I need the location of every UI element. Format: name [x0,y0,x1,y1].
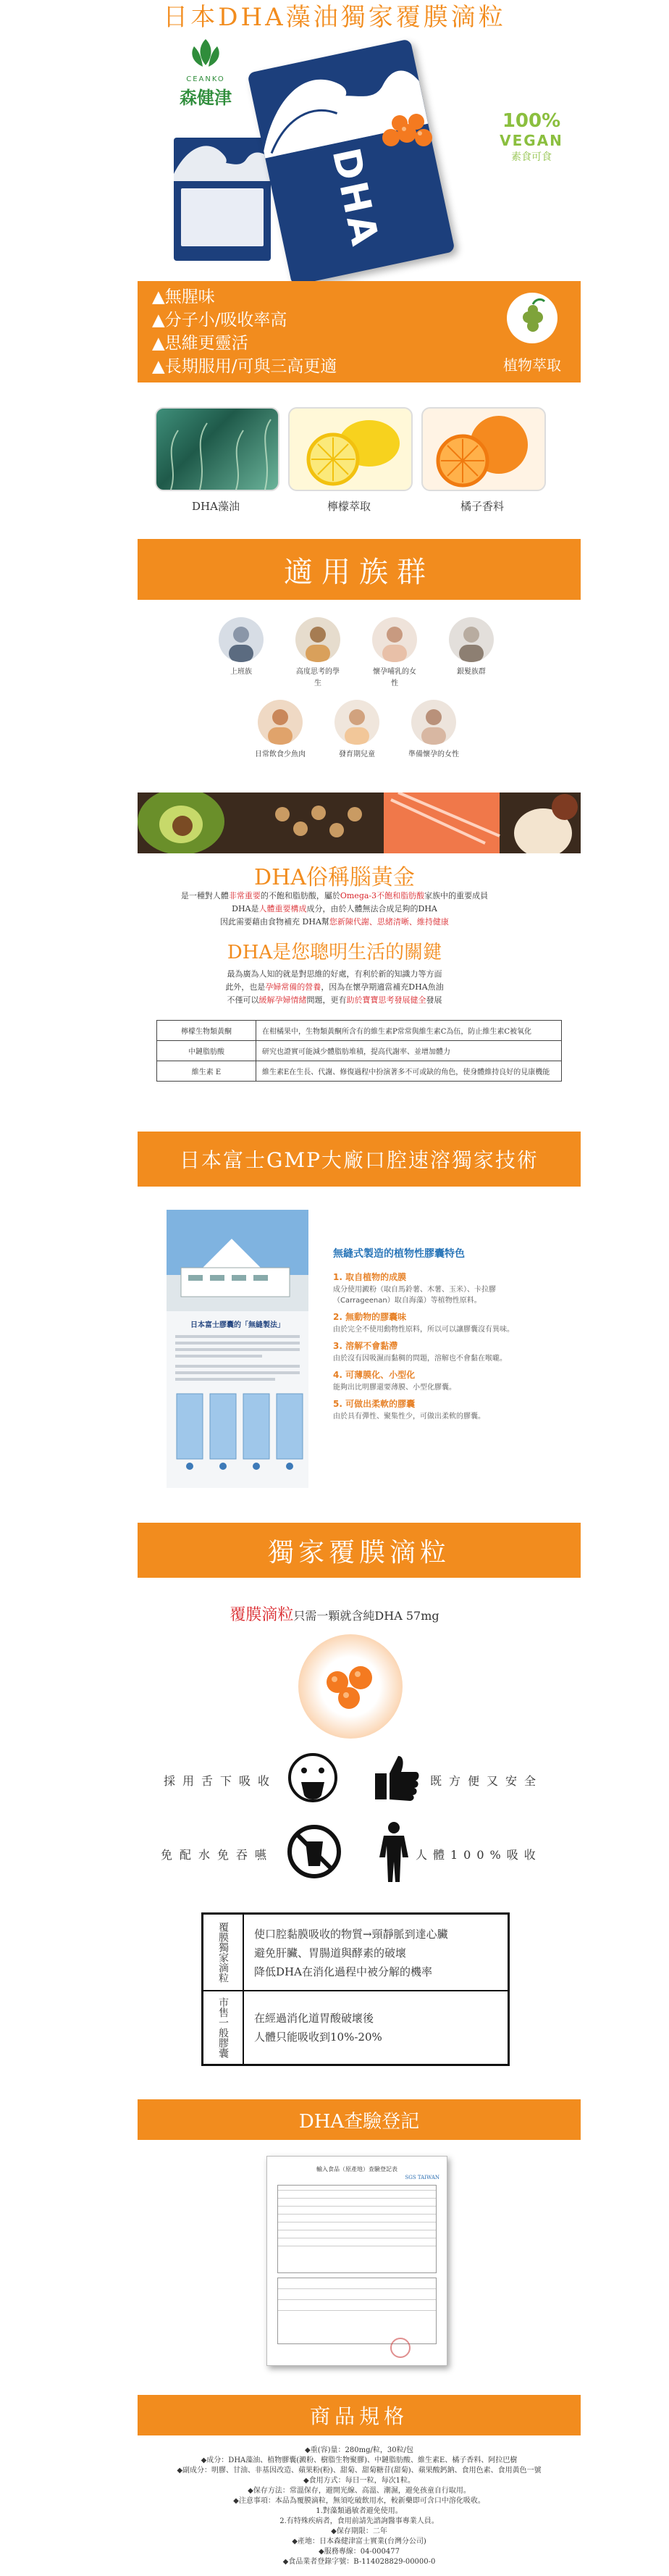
factory-photo-icon [167,1210,308,1311]
spec-line: ◆重(容)量：280mg/粒，30粒/包 [305,2446,413,2454]
highlight-text: 您新陳代謝、思緒清晰、維持健康 [329,917,449,927]
softgel-drops [376,109,442,152]
ingredient-image-orange [421,407,546,491]
spec-title-bar [138,2395,581,2435]
pregnant-icon [411,700,456,745]
text-span: 發展 [426,995,442,1005]
text-line: 最為廣為人知的就是對思維的好處，有利於新的知識力等方面 [227,969,442,979]
gmp-feature-body: 由於沒有因吸濕而黏稠的問題，溶解也不會黏在喉嚨。 [333,1355,507,1363]
brand-en: CEANKO [186,75,225,83]
comparison-line: 避免肝臟、胃腸道與酵素的破壞 [254,1946,407,1960]
leaf-icon [165,36,246,72]
elder-icon [449,617,494,662]
vegan-cn: 素食可食 [511,151,552,163]
table-cell-desc: 研究也證實可能減少體脂肪堆積，提高代謝率、並增加體力 [256,1041,562,1061]
highlight-text: 助於寶寶思考發展健全 [346,995,426,1005]
gmp-photo-panel [167,1210,308,1488]
drop-title-bar [138,1523,581,1578]
comparison-line: 使口腔黏膜吸收的物質→頸靜脈到達心臟 [254,1928,448,1941]
highlight-text: 非常重要 [228,891,261,900]
table-cell-desc: 在柑橘果中，生物類黃酮所含有的維生素P常常與維生素C為伍，防止維生素C被氧化 [256,1021,562,1041]
spec-line: ◆保存期限：二年 [331,2527,387,2535]
report-doc-table [277,2185,437,2273]
feature-item: ▲長期服用/可與三高更適 [152,357,337,376]
package-back-label [181,188,264,246]
comparison-label-cell [203,1991,244,2064]
gmp-feature-item [333,1368,536,1392]
brain-gold-heading-2: DHA是您聰明生活的關鍵 [227,942,442,963]
person-icon [219,617,264,662]
vegan-pct: 100% [502,110,561,132]
spec-line: ◆產地：日本森健津富士實業(台灣分公司) [292,2538,426,2546]
audience-avatar [449,617,494,662]
package-front [247,38,455,285]
drop-subtitle [0,1602,669,1625]
gmp-photo-text-lines [175,1335,300,1381]
table-cell-desc: 維生素E在生長、代謝、修復過程中扮演著多不可或缺的角色，使身體維持良好的見康機能 [256,1061,562,1082]
gmp-title: 日本富士GMP大廠口腔速溶獨家技術 [180,1148,539,1172]
comparison-line: 人體只能吸收到10%-20% [254,2031,382,2044]
features-list [152,285,337,378]
text-span: 因此需要藉由食物補充 DHA幫 [220,917,329,927]
audience-title: 適用族群 [284,555,434,589]
feature-item: ▲思維更靈活 [152,334,248,353]
gmp-panel-title: 無縫式製造的植物性膠囊特色 [333,1248,465,1260]
gmp-feature-heading: 1. 取自植物的成膜 [333,1272,407,1282]
drop-title: 獨家覆膜滴粒 [267,1537,450,1568]
gmp-feature-item [333,1397,536,1421]
tongue-icon [287,1752,339,1804]
audience-label: 日常飲食少魚肉 [255,750,306,758]
ingredient-image-lemon [288,407,413,491]
text-span: 此外，也是 [225,982,266,992]
audience-avatar [219,617,264,662]
lemon-icon [290,409,411,490]
spec-line: ◆成分：DHA藻油、植物膠囊(澱粉、樹脂生物聚膠)、中鏈脂肪酸、維生素E、橘子香料、阿拉巴樹 [201,2456,518,2464]
audience-title-bar [138,539,581,600]
table-row [157,1041,562,1061]
spec-line: ◆注意事項：本品為覆膜滴粒，無須吃破飲用水，較新藥即可含口中溶化吸收。 [233,2497,485,2505]
table-cell-name: 檸檬生物類黃酮 [157,1021,256,1041]
report-doc-title: 輸入食品（原產地）查驗登記表 [316,2166,397,2173]
text-span: 問題，更有 [306,995,347,1005]
drop-icon [376,109,442,152]
ingredient-table [156,1020,562,1082]
gmp-feature-heading: 3. 溶解不會黏滯 [333,1341,398,1351]
no-water-icon [287,1824,342,1879]
gmp-feature-item [333,1271,536,1305]
ingredient-label: 檸檬萃取 [327,500,371,513]
text-span: ，因為在懷孕期適當補充DHA魚油 [321,982,444,992]
brain-gold-paragraph-2 [0,968,669,1007]
report-doc-table-2 [277,2278,437,2344]
report-doc-sub: SGS TAIWAN [405,2175,439,2180]
drop-feature-text: 既方便又安全 [430,1774,544,1788]
plant-icon [507,293,558,343]
highlight-text: Omega-3不飽和脂肪酸 [340,891,425,900]
gmp-feature-heading: 2. 無動物的膠囊味 [333,1312,407,1322]
audience-label: 銀髮族群 [457,668,486,676]
drop-feature-text: 採用舌下吸收 [164,1774,277,1788]
highlight-text: 緩解孕婦情緒 [258,995,307,1005]
audience-label: 高度思考的學生 [296,668,340,687]
audience-avatar [372,617,417,662]
gmp-photo-caption: 日本富士膠囊的「無縫製法」 [190,1321,285,1329]
report-title-bar [138,2099,581,2140]
comparison-row [203,1915,508,1991]
page-title [0,0,669,35]
drop-feature-text: 人體100%吸收 [416,1848,542,1862]
spec-list [138,2446,581,2567]
comparison-label-cell [203,1915,244,1990]
drop-illustration [298,1634,403,1739]
highlight-text: 人體重要構成 [258,904,307,913]
softgel-icon [298,1634,403,1739]
gmp-feature-heading: 5. 可做出柔軟的膠囊 [333,1399,416,1409]
vegan-badge [498,110,565,183]
table-row [157,1061,562,1082]
package-back [174,138,271,261]
comparison-line: 降低DHA在消化過程中被分解的機率 [254,1965,432,1978]
drop-subtitle-highlight: 覆膜滴粒 [230,1606,294,1624]
spec-title: 商品規格 [309,2404,408,2428]
audience-avatar [295,617,340,662]
comparison-label: 覆膜獨家滴粒 [217,1922,229,1983]
audience-avatar [258,700,303,745]
wave-icon [174,138,271,181]
algae-icon [156,409,278,490]
text-span: DHA是 [232,904,259,913]
gmp-feature-body: 能夠出比明膠還要薄膜、小型化膠囊。 [333,1384,456,1392]
text-span: 成分，由於人體無法合成足夠的DHA [306,904,437,913]
child-icon [334,700,379,745]
table-row [157,1021,562,1041]
gmp-feature-body: 由於完全不使用動物性原料，所以可以讓膠囊沒有異味。 [333,1326,514,1334]
feature-item: ▲無腥味 [152,288,215,306]
table-cell-name: 中鏈脂肪酸 [157,1041,256,1061]
spec-line: ◆食用方式：每日一粒，每次1粒。 [303,2477,416,2485]
ingredient-image-algae [155,407,279,491]
spec-line: ◆保存方法：常溫保存，避開光線、高溫、潮濕，避免孩童自行取用。 [248,2487,471,2495]
package-dha-text: DHA [323,144,387,252]
table-cell-name: 維生素 E [157,1061,256,1082]
spec-line: 1.對藻類過敏者避免使用。 [316,2507,403,2515]
text-span: 家族中的重要成員 [424,891,489,900]
comparison-row [203,1991,508,2064]
nozzle-diagram-icon [167,1387,308,1473]
text-span: 是一種對人體 [180,891,229,900]
report-stamp [390,2338,411,2358]
highlight-text: 孕婦常備的營養 [265,982,321,992]
gmp-feature-item [333,1339,536,1363]
mother-icon [372,617,417,662]
plant-label: 植物萃取 [503,356,561,374]
audience-label: 發育期兒童 [339,750,375,758]
page-title-text: 日本DHA藻油獨家覆膜滴粒 [163,3,506,32]
gmp-feature-heading: 4. 可薄膜化、小型化 [333,1370,416,1380]
text-span: 不僅可以 [227,995,259,1005]
report-title: DHA查驗登記 [298,2110,420,2133]
audience-label: 準備懷孕的女性 [408,750,459,758]
spec-line: 2.有特殊疾病者，食用前請先諮詢醫事專業人員。 [279,2517,439,2525]
student-icon [295,617,340,662]
meal-icon [258,700,303,745]
ingredient-label: 橘子香料 [460,500,504,513]
text-span: 的不飽和脂肪酸，屬於 [260,891,340,900]
comparison-text [254,2009,382,2046]
gmp-features [333,1246,536,1426]
audience-label: 懷孕哺乳的女性 [373,668,416,687]
gmp-feature-item [333,1310,536,1334]
orange-icon [423,409,544,490]
audience-avatar [334,700,379,745]
gmp-feature-body: 由於具有彈性、聚集性少，可做出柔軟的膠囊。 [333,1413,485,1421]
brain-gold-paragraph [0,890,669,929]
ingredient-label: DHA藻油 [192,500,240,513]
comparison-box [201,1912,510,2066]
gmp-feature-body: 成分使用澱粉（取自馬鈴薯、木薯、玉米）、卡拉膠（Carrageenan）取自海藻）等植物性原料。 [333,1286,496,1305]
food-icon [138,793,581,853]
spec-line: ◆服務專線：04-000477 [319,2548,400,2556]
human-body-icon [376,1821,411,1882]
food-banner [138,793,581,853]
comparison-label: 市售一般膠囊 [217,1997,229,2058]
brand-cn: 森健津 [180,87,232,108]
report-document [266,2156,447,2366]
comparison-line: 在經過消化道胃酸破壞後 [254,2012,374,2025]
brand-logo [165,36,246,108]
audience-avatar [411,700,456,745]
audience-label: 上班族 [230,668,252,676]
spec-line: ◆食品業者登錄字號：B-114028829-00000-0 [282,2558,436,2566]
vegan-en: VEGAN [500,132,563,149]
comparison-text [254,1925,448,1981]
spec-line: ◆副成分：明膠、甘油、非基因改造、蘋果粉(粉)、甜菊、甜菊糖苷(甜菊)、蘋果酸鈣鈉、食用色素、食用黃色一號 [177,2467,542,2475]
gmp-title-bar [138,1132,581,1187]
drop-feature-text: 免配水免吞嚥 [161,1848,274,1862]
feature-item: ▲分子小/吸收率高 [152,311,287,330]
thumbs-up-icon [371,1752,423,1804]
drop-subtitle-rest: 只需一顆就含純DHA 57mg [293,1609,439,1623]
features-bar [138,281,581,382]
brain-gold-heading: DHA俗稱腦黃金 [254,865,415,890]
